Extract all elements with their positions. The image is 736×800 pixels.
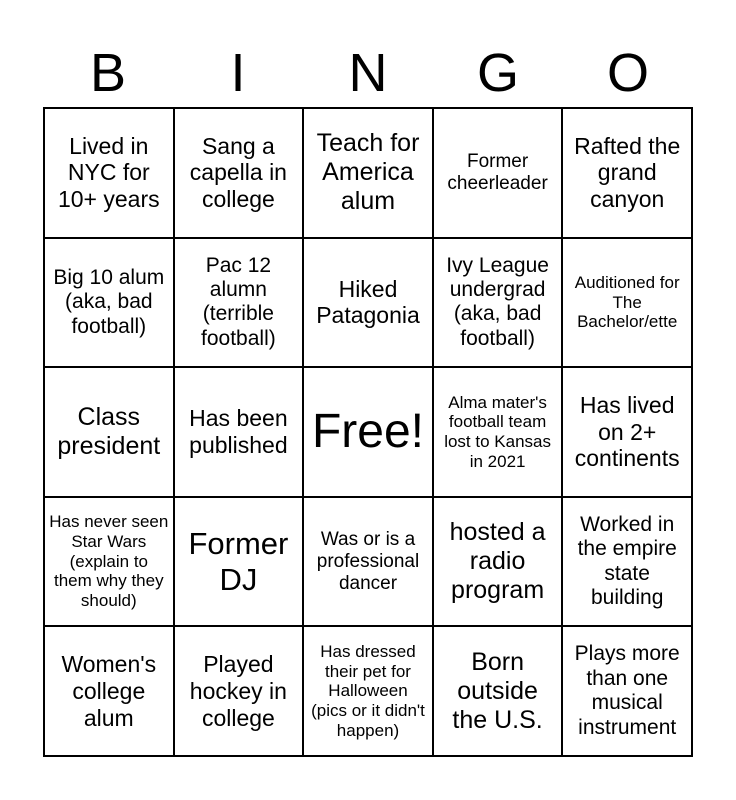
cell-text: Worked in the empire state building [577,512,677,609]
cell-text: Women's college alum [61,651,157,731]
cell-text: Big 10 alum (aka, bad football) [53,265,165,338]
cell-text: Class president [57,402,161,460]
cell-text: Sang a capella in college [189,132,287,213]
cell-text: Lived in NYC for 10+ years [57,132,160,213]
bingo-cell[interactable] [562,367,692,497]
cell-text: Pac 12 alumn (terrible football) [201,253,276,350]
free-space-cell[interactable] [303,367,433,497]
bingo-cell[interactable] [303,497,433,627]
bingo-cell[interactable] [303,626,433,756]
cell-text: Rafted the grand canyon [574,132,681,213]
bingo-cell[interactable] [562,626,692,756]
bingo-cell[interactable] [44,238,174,368]
bingo-cell[interactable] [44,497,174,627]
bingo-cell[interactable] [303,238,433,368]
cell-text: Born outside the U.S. [452,647,543,734]
cell-text: Hiked Patagonia [316,275,420,329]
cell-text: Alma mater's football team lost to Kansas in 2021 [444,392,551,471]
header-letter-g: G [476,43,519,103]
header-letter-n: N [348,43,388,103]
cell-text: Former cheerleader [447,150,548,194]
bingo-cell[interactable] [44,626,174,756]
header-letter-b: B [89,43,127,103]
cell-text: Has lived on 2+ continents [574,391,680,472]
free-space-text: Free! [311,405,424,459]
bingo-cell[interactable] [44,367,174,497]
cell-text: Has been published [189,405,288,458]
bingo-cell[interactable] [174,238,304,368]
bingo-cell[interactable] [433,497,563,627]
cell-text: Was or is a professional dancer [316,528,420,594]
cell-text: Played hockey in college [189,651,287,731]
cell-text: Has never seen Star Wars (explain to them why they should) [49,512,169,611]
cell-text: Auditioned for The Bachelor/ette [574,272,680,332]
header-letter-o: O [606,43,649,103]
bingo-cell[interactable] [433,367,563,497]
bingo-cell[interactable] [44,108,174,238]
bingo-cell[interactable] [174,367,304,497]
bingo-cell[interactable] [174,497,304,627]
cell-text: Teach for America alum [316,129,420,216]
header-letter-i: I [230,43,246,103]
bingo-cell[interactable] [174,108,304,238]
bingo-board [43,107,693,757]
cell-text: Has dressed their pet for Halloween (pics or it didn't happen) [311,641,425,740]
bingo-cell[interactable] [433,108,563,238]
bingo-cell[interactable] [562,497,692,627]
bingo-header [43,40,693,106]
bingo-cell[interactable] [433,626,563,756]
bingo-cell[interactable] [562,108,692,238]
bingo-cell[interactable] [562,238,692,368]
cell-text: Plays more than one musical instrument [574,642,680,739]
bingo-cell[interactable] [433,238,563,368]
cell-text: Former DJ [188,525,289,597]
cell-text: hosted a radio program [449,518,546,605]
cell-text: Ivy League undergrad (aka, bad football) [446,253,549,350]
bingo-cell[interactable] [303,108,433,238]
bingo-cell[interactable] [174,626,304,756]
